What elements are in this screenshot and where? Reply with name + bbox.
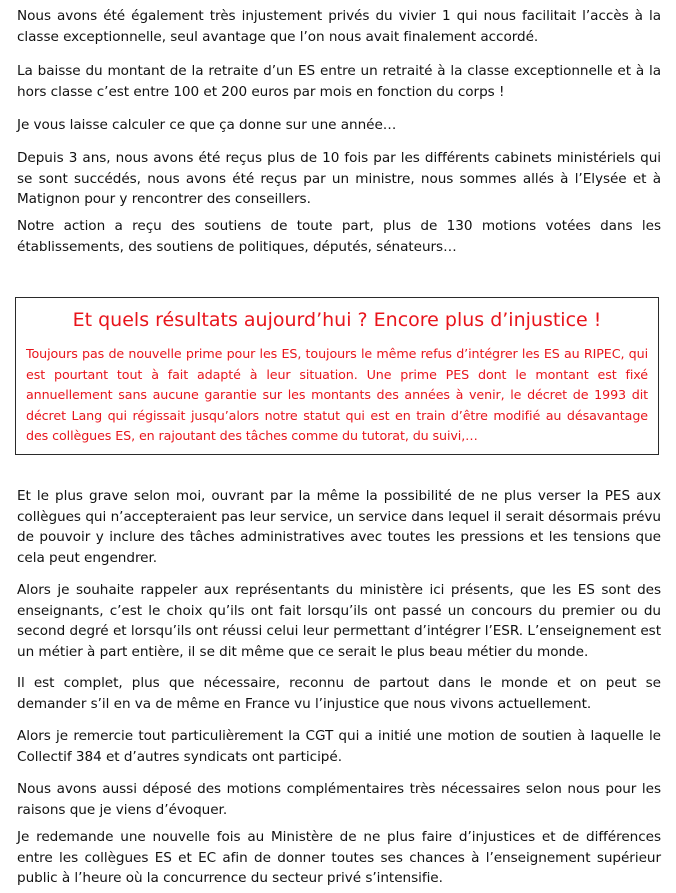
paragraph-cabinets: Depuis 3 ans, nous avons été reçus plus de 10 fois par les différents cabinets ministériels qui se sont succédés, nous avons été reçus par un ministre, nous sommes allés à l’Elysée et à Matignon pour y rencontrer des conseillers. — [17, 150, 661, 207]
highlight-title: Et quels résultats aujourd’hui ? Encore plus d’injustice ! — [72, 309, 602, 331]
paragraph-cgt: Alors je remercie tout particulièrement la CGT qui a initié une motion de soutien à laquelle le Collectif 384 et d’autres syndicats ont participé. — [17, 728, 661, 765]
paragraph-pes: Et le plus grave selon moi, ouvrant par la même la possibilité de ne plus verser la PES aux collègues qui n’accepteraient pas leur service, un service dans lequel il serait désormais prévu de pouvoir y inclure des tâches administratives avec toutes les pressions et les tensions que cela peut engendrer. — [17, 488, 661, 566]
paragraph-ministere: Alors je souhaite rappeler aux représentants du ministère ici présents, que les ES sont des enseignants, c’est le choix qu’ils ont fait lorsqu’ils ont passé un concours du premier ou du second degré et lorsqu’ils ont réussi celui leur permettant d’intégrer l’ESR. L’enseignement est un métier à part entière, il se dit même que ce serait le plus beau métier du monde. — [17, 582, 661, 660]
highlight-body: Toujours pas de nouvelle prime pour les ES, toujours le même refus d’intégrer les ES au RIPEC, qui est pourtant tout à fait adapté à leur situation. Une prime PES dont le montant est fixé annuellement sans aucune garantie sur les montants des années à venir, le décret de 1993 dit décret Lang qui régissait jusqu’alors notre statut qui est en train d’être modifié au désavantage des collègues ES, en rajoutant des tâches comme du tutorat, du suivi,… — [26, 346, 648, 443]
paragraph-vivier: Nous avons été également très injustement privés du vivier 1 qui nous facilitait l’accès à la classe exceptionnelle, seul avantage que l’on nous avait finalement accordé. — [17, 8, 661, 45]
paragraph-motions: Nous avons aussi déposé des motions complémentaires très nécessaires selon nous pour les raisons que je viens d’évoquer. — [17, 781, 661, 818]
paragraph-soutiens: Notre action a reçu des soutiens de toute part, plus de 130 motions votées dans les établissements, des soutiens de politiques, députés, sénateurs… — [17, 218, 661, 255]
paragraph-complet: Il est complet, plus que nécessaire, reconnu de partout dans le monde et on peut se demander s’il en va de même en France vu l’injustice que nous vivons actuellement. — [17, 675, 661, 712]
paragraph-retraite: La baisse du montant de la retraite d’un ES entre un retraité à la classe exceptionnelle et à la hors classe c’est entre 100 et 200 euros par mois en fonction du corps ! — [17, 63, 661, 100]
paragraph-redemande: Je redemande une nouvelle fois au Ministère de ne plus faire d’injustices et de différences entre les collègues ES et EC afin de donner toutes ses chances à l’enseignement supérieur public à l’heure où la concurrence du secteur privé s’intensifie. — [17, 829, 661, 886]
highlight-box — [15, 297, 659, 455]
paragraph-calcul: Je vous laisse calculer ce que ça donne sur une année… — [17, 117, 397, 133]
